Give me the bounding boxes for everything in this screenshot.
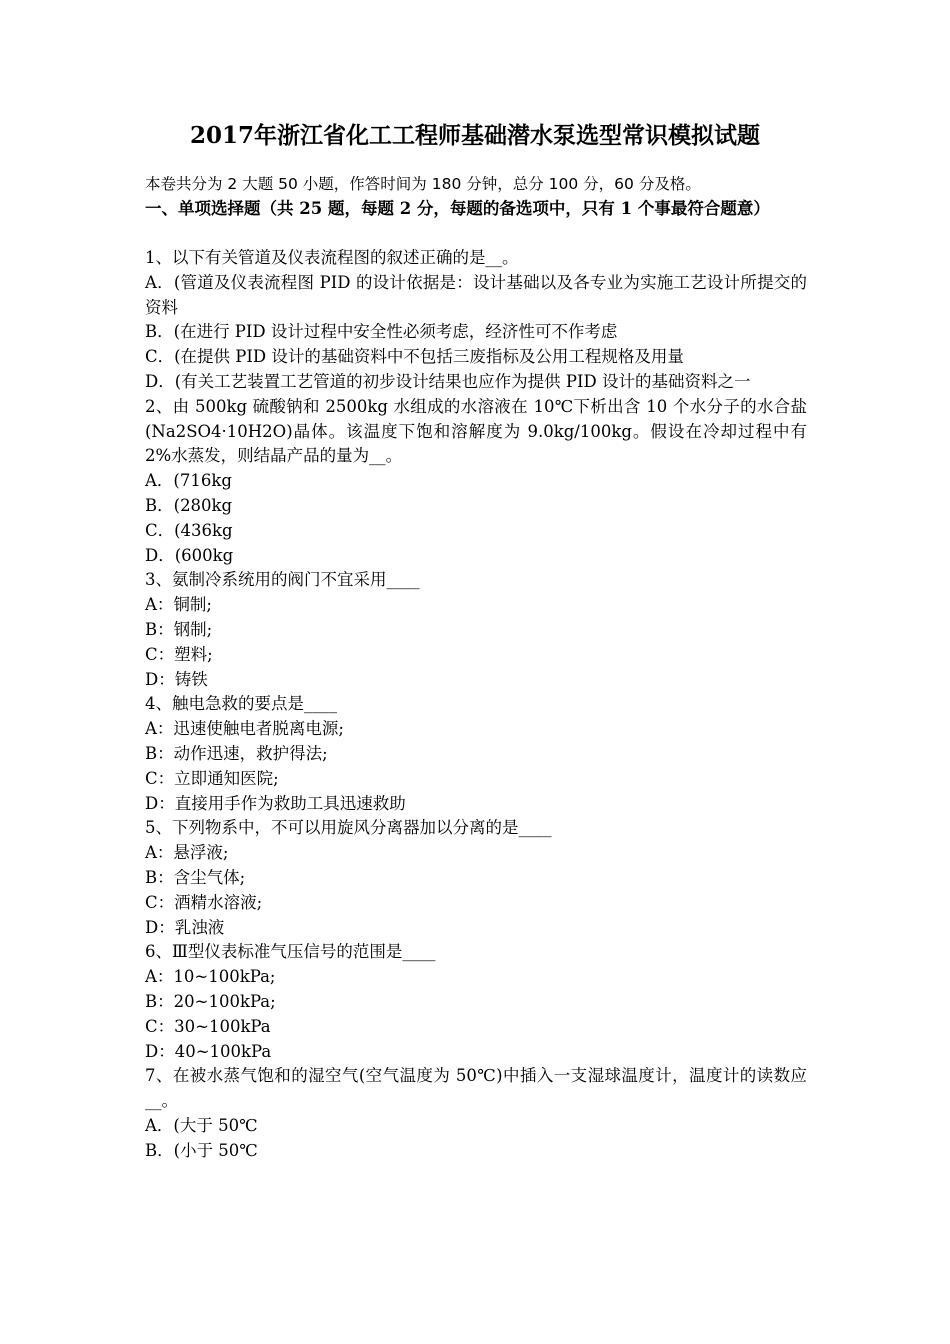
document-title: 2017年浙江省化工工程师基础潜水泵选型常识模拟试题 (189, 122, 760, 149)
answer-option: A：铜制; (145, 595, 212, 615)
answer-option: B．(在进行 PID 设计过程中安全性必须考虑，经济性可不作考虑 (145, 322, 618, 342)
answer-option: D：40~100kPa (145, 1041, 272, 1061)
answer-option: A：10~100kPa; (145, 967, 276, 987)
question-stem: 4、触电急救的要点是____ (145, 694, 337, 714)
answer-option: A：悬浮液; (145, 843, 229, 863)
question-stem: 3、氨制冷系统用的阀门不宜采用____ (145, 570, 420, 590)
section-header: 一、单项选择题（共 25 题，每题 2 分，每题的备选项中，只有 1 个事最符合题意） (145, 199, 770, 218)
question-stem: 6、Ⅲ型仪表标准气压信号的范围是____ (145, 942, 436, 962)
answer-option: C．(在提供 PID 设计的基础资料中不包括三废指标及公用工程规格及用量 (145, 347, 684, 367)
answer-option: C：立即通知医院; (145, 768, 279, 788)
answer-option: B：20~100kPa; (145, 991, 276, 1011)
answer-option: A．(大于 50℃ (145, 1115, 258, 1135)
answer-option: D．(600kg (145, 545, 234, 565)
answer-option: B：含尘气体; (145, 867, 246, 887)
answer-option: D：直接用手作为救助工具迅速救助 (145, 793, 406, 813)
answer-option: D．(有关工艺装置工艺管道的初步设计结果也应作为提供 PID 设计的基础资料之一 (145, 371, 751, 391)
answer-option: D：乳浊液 (145, 917, 225, 937)
answer-option: A．(716kg (145, 471, 232, 491)
answer-option: B：动作迅速，救护得法; (145, 743, 328, 763)
answer-option: B．(280kg (145, 495, 233, 515)
answer-option: A．(管道及仪表流程图 PID 的设计依据是：设计基础以及各专业为实施工艺设计所提交的资料 (145, 272, 807, 317)
answer-option: C：塑料; (145, 644, 213, 664)
question-stem: 2、由 500kg 硫酸钠和 2500kg 水组成的水溶液在 10℃下析出含 10 个水分子的水合盐(Na2SO4·10H2O)晶体。该温度下饱和溶解度为 9.0kg/100kg。假设在冷却过程中有 2%水蒸发，则结晶产品的量为__。 (145, 396, 807, 466)
answer-option: C：30~100kPa (145, 1016, 271, 1036)
answer-option: B．(小于 50℃ (145, 1140, 258, 1160)
answer-option: C．(436kg (145, 520, 233, 540)
question-list (145, 246, 807, 1163)
question-stem: 5、下列物系中，不可以用旋风分离器加以分离的是____ (145, 818, 552, 838)
answer-option: C：酒精水溶液; (145, 892, 263, 912)
answer-option: D：铸铁 (145, 669, 208, 689)
question-stem: 1、以下有关管道及仪表流程图的叙述正确的是__。 (145, 248, 519, 267)
answer-option: B：钢制; (145, 619, 213, 639)
answer-option: A：迅速使触电者脱离电源; (145, 719, 344, 739)
exam-intro: 本卷共分为 2 大题 50 小题，作答时间为 180 分钟，总分 100 分，60 分及格。 (145, 175, 701, 193)
question-stem: 7、在被水蒸气饱和的湿空气(空气温度为 50℃)中插入一支湿球温度计，温度计的读数应__。 (145, 1066, 807, 1111)
